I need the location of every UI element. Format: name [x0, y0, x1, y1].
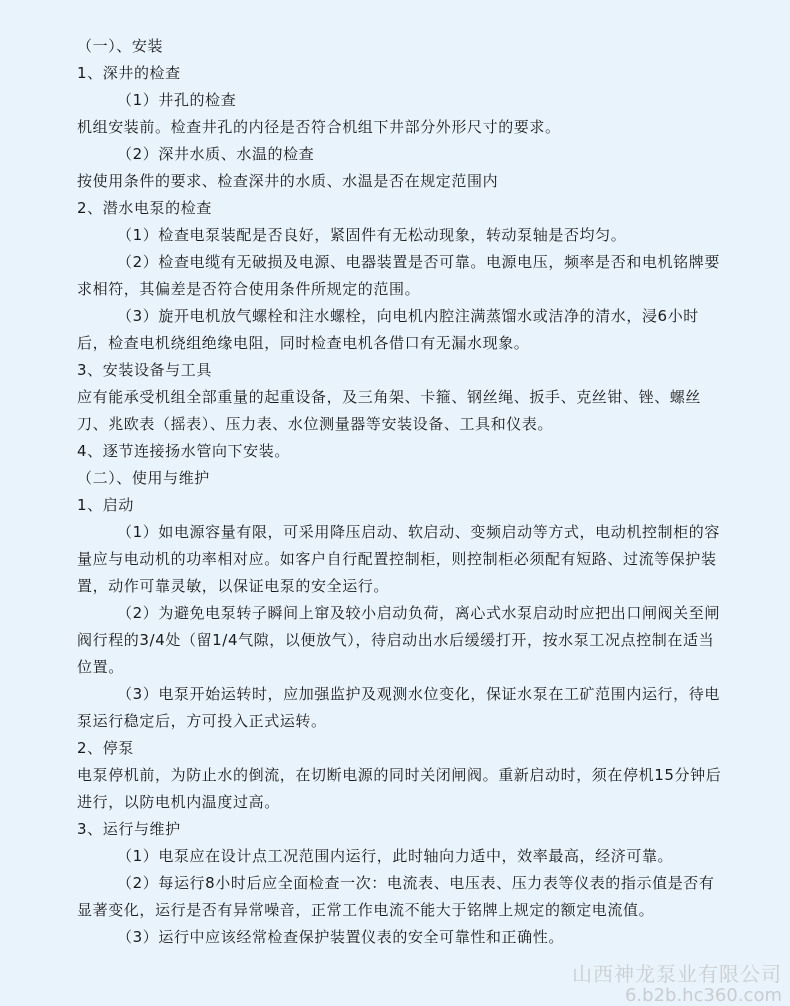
item-well-hole-check: （1）井孔的检查	[117, 91, 237, 109]
subheading-maintenance: 3、运行与维护	[77, 820, 181, 838]
item-paragraph: （2）每运行8小时后应全面检查一次：电流表、电压表、压力表等仪表的指示值是否有显著变化，运行是否有异常噪音，正常工作电流不能大于铭牌上规定的额定电流值。	[77, 874, 715, 919]
item-paragraph: （1）如电源容量有限，可采用降压启动、软启动、变频启动等方式，电动机控制柜的容量应与电动机的功率相对应。如客户自行配置控制柜，则控制柜必须配有短路、过流等保护装置，动作可靠灵敏，以保证电泵的安全运行。	[77, 523, 720, 595]
item-water-quality-check: （2）深井水质、水温的检查	[117, 145, 315, 163]
company-watermark: 山西神龙泵业有限公司	[572, 962, 782, 986]
paragraph: 应有能承受机组全部重量的起重设备，及三角架、卡箍、钢丝绳、扳手、克丝钳、锉、螺丝刀、兆欧表（摇表）、压力表、水位测量器等安装设备、工具和仪表。	[77, 388, 702, 433]
subheading-pipe-install: 4、逐节连接扬水管向下安装。	[77, 442, 290, 460]
paragraph: 机组安装前。检查井孔的内径是否符合机组下井部分外形尺寸的要求。	[77, 118, 561, 136]
section-heading-install: （一）、安装	[77, 37, 164, 55]
subheading-tools: 3、安装设备与工具	[77, 361, 212, 379]
url-watermark: 6.b2b.hc360.com	[624, 985, 782, 1006]
item-paragraph: （3）运行中应该经常检查保护装置仪表的安全可靠性和正确性。	[117, 928, 564, 946]
item-paragraph: （3）旋开电机放气螺栓和注水螺栓，向电机内腔注满蒸馏水或洁净的清水，浸6小时后，检查电机绕组绝缘电阻，同时检查电机各借口有无漏水现象。	[77, 307, 699, 352]
item-paragraph: （1）电泵应在设计点工况范围内运行，此时轴向力适中，效率最高，经济可靠。	[117, 847, 674, 865]
item-paragraph: （2）检查电缆有无破损及电源、电器装置是否可靠。电源电压，频率是否和电机铭牌要求相符，其偏差是否符合使用条件所规定的范围。	[77, 253, 720, 298]
item-paragraph: （3）电泵开始运转时，应加强监护及观测水位变化，保证水泵在工矿范围内运行，待电泵运行稳定后，方可投入正式运转。	[77, 685, 720, 730]
paragraph: 按使用条件的要求、检查深井的水质、水温是否在规定范围内	[77, 172, 499, 190]
document-body	[77, 33, 727, 951]
section-heading-usage: （二）、使用与维护	[77, 469, 210, 487]
subheading-stop: 2、停泵	[77, 739, 134, 757]
subheading-well-check: 1、深井的检查	[77, 64, 181, 82]
item-paragraph: （2）为避免电泵转子瞬间上窜及较小启动负荷，离心式水泵启动时应把出口闸阀关至闸阀行程的3/4处（留1/4气隙，以便放气），待启动出水后缓缓打开，按水泵工况点控制在适当位置。	[77, 604, 720, 676]
subheading-pump-check: 2、潜水电泵的检查	[77, 199, 212, 217]
subheading-start: 1、启动	[77, 496, 134, 514]
paragraph: 电泵停机前，为防止水的倒流，在切断电源的同时关闭闸阀。重新启动时，须在停机15分钟后进行，以防电机内温度过高。	[77, 766, 722, 811]
item-paragraph: （1）检查电泵装配是否良好，紧固件有无松动现象，转动泵轴是否均匀。	[117, 226, 627, 244]
